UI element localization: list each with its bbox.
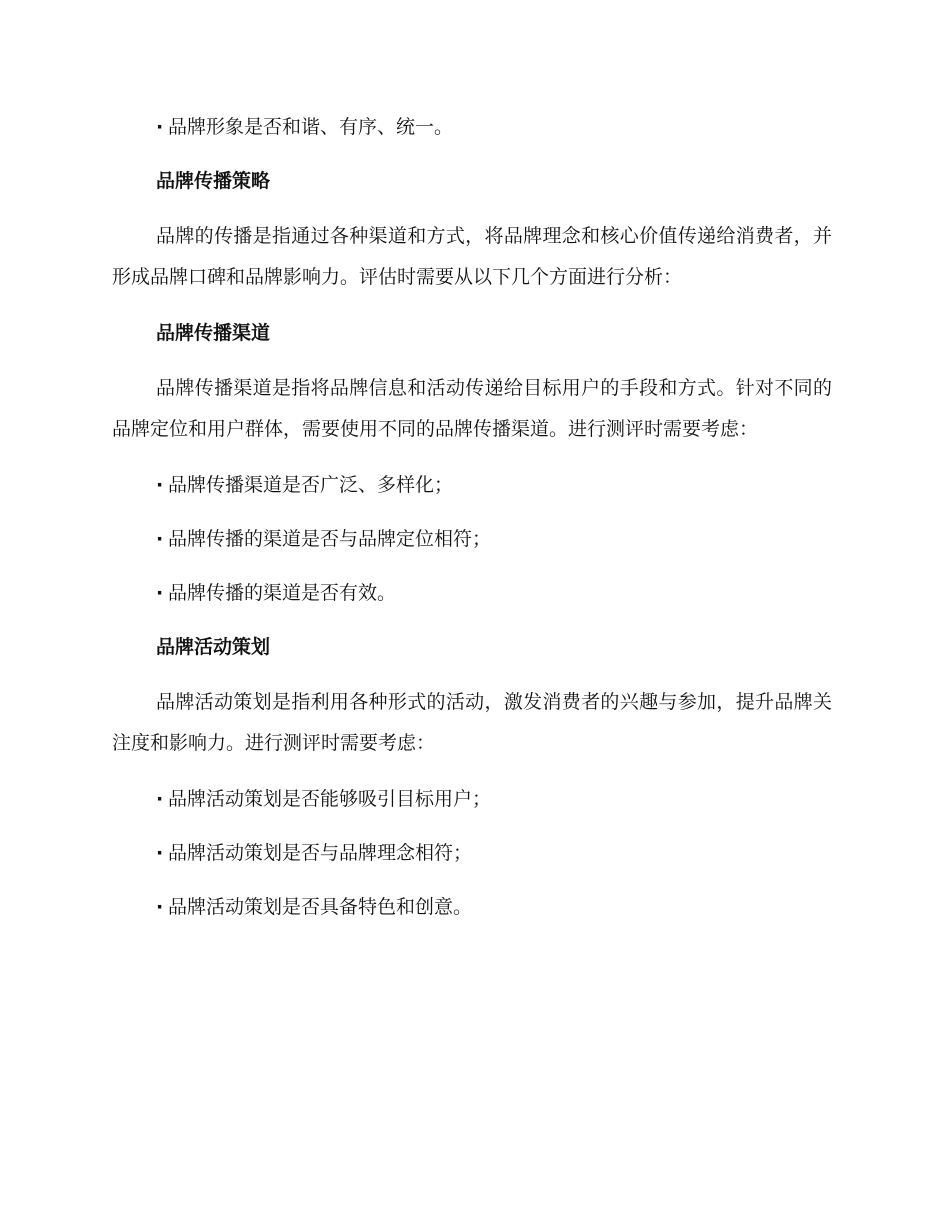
paragraph-communication-channels: 品牌传播渠道是指将品牌信息和活动传递给目标用户的手段和方式。针对不同的品牌定位和用户群体，需要使用不同的品牌传播渠道。进行测评时需要考虑： (112, 377, 832, 440)
paragraph-communication-strategy: 品牌的传播是指通过各种渠道和方式，将品牌理念和核心价值传递给消费者，并形成品牌口碑和品牌影响力。评估时需要从以下几个方面进行分析： (112, 225, 832, 288)
bullet-text: 品牌传播的渠道是否有效。 (168, 582, 397, 604)
bullet-marker: · (156, 842, 164, 864)
bullet-text: 品牌活动策划是否具备特色和创意。 (168, 896, 473, 918)
bullet-item (156, 520, 832, 558)
bullet-marker: · (156, 116, 164, 138)
bullet-marker: · (156, 896, 164, 918)
document-content (112, 108, 832, 926)
bullet-text: 品牌形象是否和谐、有序、统一。 (168, 116, 454, 138)
bullet-item (156, 780, 832, 818)
section-heading-brand-activity-planning: 品牌活动策划 (156, 636, 271, 658)
bullet-text: 品牌活动策划是否与品牌理念相符； (168, 842, 473, 864)
bullet-item (156, 466, 832, 504)
bullet-marker: · (156, 788, 164, 810)
section-heading-brand-communication-strategy: 品牌传播策略 (156, 170, 271, 192)
section-heading-brand-communication-channels: 品牌传播渠道 (156, 322, 271, 344)
bullet-text: 品牌传播的渠道是否与品牌定位相符； (168, 528, 492, 550)
paragraph-activity-planning: 品牌活动策划是指利用各种形式的活动，激发消费者的兴趣与参加，提升品牌关注度和影响力。进行测评时需要考虑： (112, 691, 832, 754)
bullet-marker: · (156, 474, 164, 496)
bullet-item (156, 574, 832, 612)
bullet-item (156, 888, 832, 926)
bullet-item (156, 108, 832, 146)
bullet-marker: · (156, 582, 164, 604)
bullet-item (156, 834, 832, 872)
bullet-marker: · (156, 528, 164, 550)
bullet-text: 品牌活动策划是否能够吸引目标用户； (168, 788, 492, 810)
bullet-text: 品牌传播渠道是否广泛、多样化； (168, 474, 454, 496)
